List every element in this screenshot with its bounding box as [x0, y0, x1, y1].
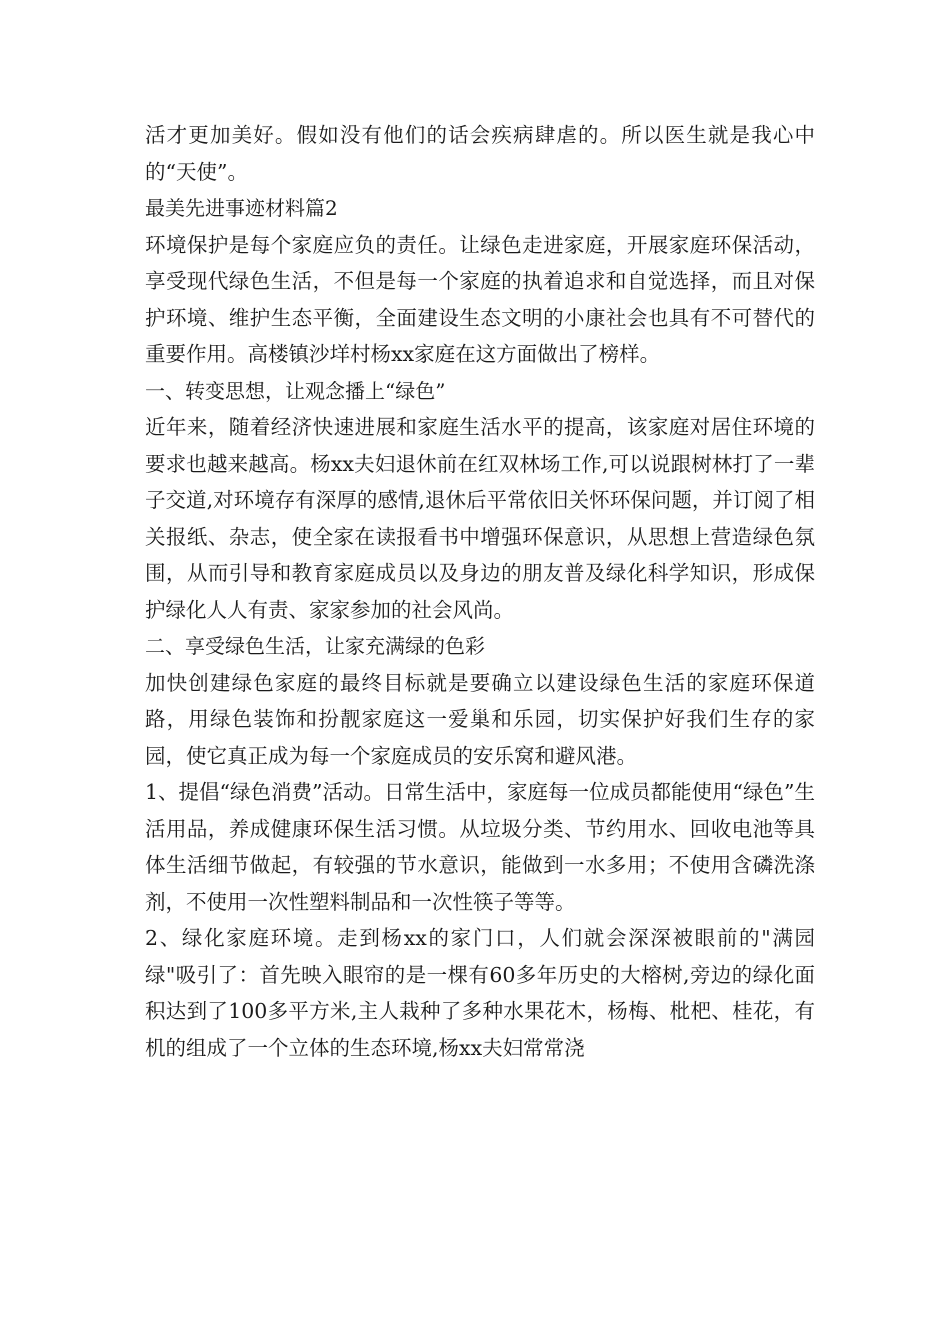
- paragraph-part-one: 近年来，随着经济快速进展和家庭生活水平的提高，该家庭对居住环境的要求也越来越高。杨xx夫妇退休前在红双林场工作,可以说跟树林打了一辈子交道,对环境存有深厚的感情,退休后平常依旧关怀环保问题，并订阅了相关报纸、杂志，使全家在读报看书中增强环保意识，从思想上营造绿色氛围，从而引导和教育家庭成员以及身边的朋友普及绿化科学知识，形成保护绿化人人有责、家家参加的社会风尚。: [145, 415, 815, 622]
- paragraph-continuation: 活才更加美好。假如没有他们的话会疾病肆虐的。所以医生就是我心中的“天使”。: [145, 123, 815, 184]
- paragraph-item-two: 2、绿化家庭环境。走到杨xx的家门口，人们就会深深被眼前的"满园绿"吸引了：首先映入眼帘的是一棵有60多年历史的大榕树,旁边的绿化面积达到了100多平方米,主人栽种了多种水果花木，杨梅、枇杷、桂花，有机的组成了一个立体的生态环境,杨xx夫妇常常浇: [145, 926, 815, 1060]
- heading-part-one: 一、转变思想，让观念播上“绿色”: [145, 378, 446, 403]
- document-body: [145, 117, 815, 1066]
- paragraph-intro: 环境保护是每个家庭应负的责任。让绿色走进家庭，开展家庭环保活动，享受现代绿色生活，不但是每一个家庭的执着追求和自觉选择，而且对保护环境、维护生态平衡，全面建设生态文明的小康社会也具有不可替代的重要作用。高楼镇沙垟村杨xx家庭在这方面做出了榜样。: [145, 232, 815, 366]
- paragraph-item-one: 1、提倡“绿色消费”活动。日常生活中，家庭每一位成员都能使用“绿色”生活用品，养成健康环保生活习惯。从垃圾分类、节约用水、回收电池等具体生活细节做起，有较强的节水意识，能做到一水多用；不使用含磷洗涤剂，不使用一次性塑料制品和一次性筷子等等。: [145, 780, 815, 914]
- heading-part-two: 二、享受绿色生活，让家充满绿的色彩: [145, 634, 485, 658]
- paragraph-part-two: 加快创建绿色家庭的最终目标就是要确立以建设绿色生活的家庭环保道路，用绿色装饰和扮靓家庭这一爱巢和乐园，切实保护好我们生存的家园，使它真正成为每一个家庭成员的安乐窝和避风港。: [145, 670, 815, 768]
- section-title: 最美先进事迹材料篇2: [145, 196, 338, 220]
